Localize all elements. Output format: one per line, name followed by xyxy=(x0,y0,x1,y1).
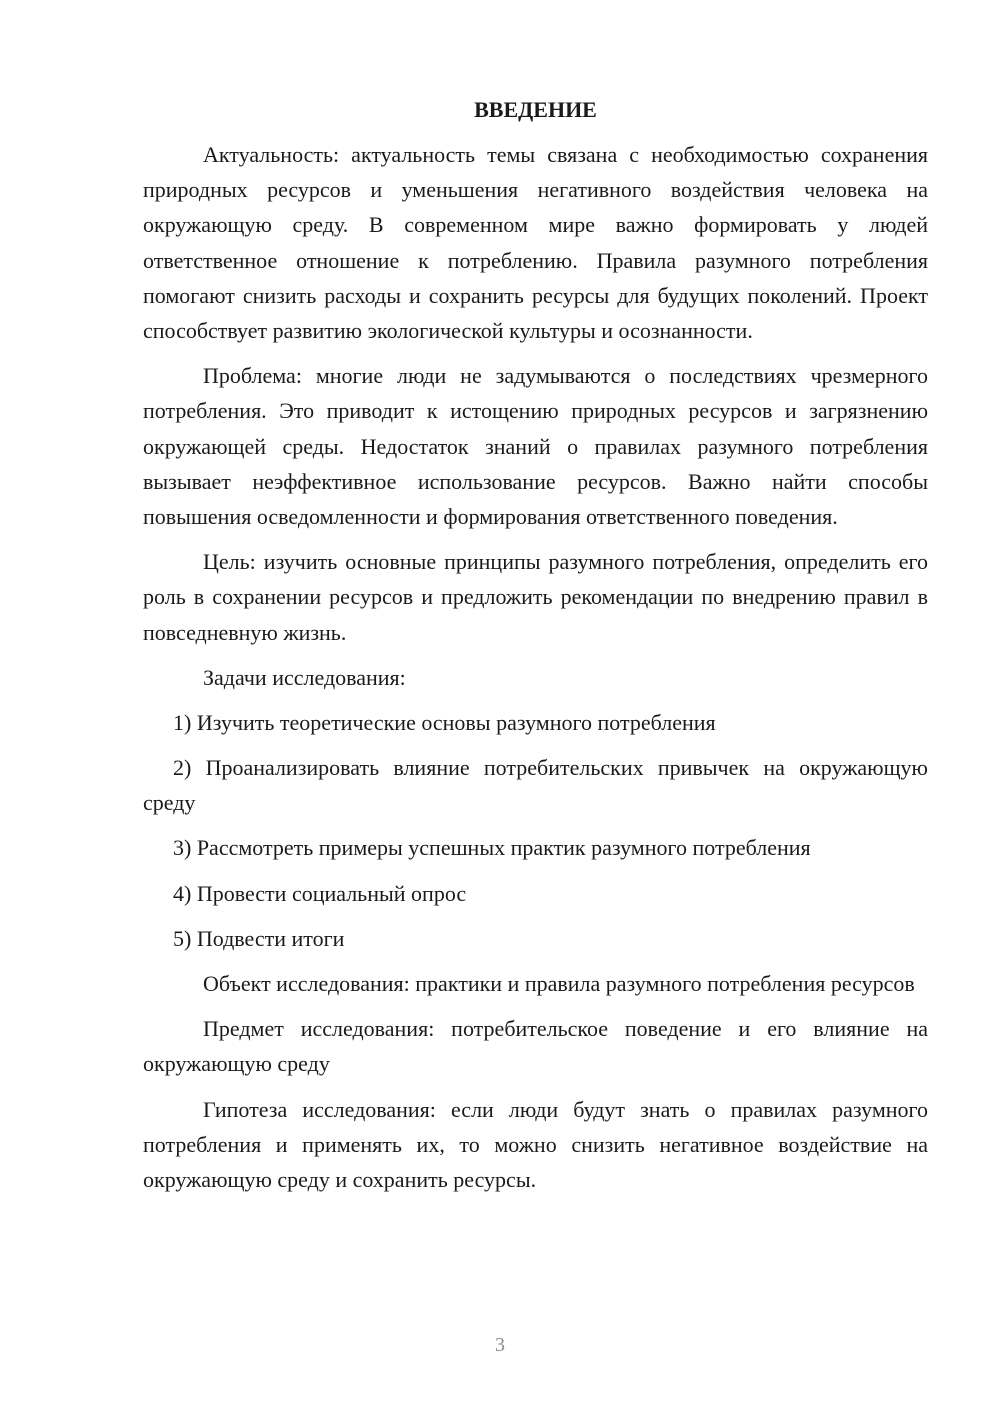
relevance-paragraph: Актуальность: актуальность темы связана с необходимостью сохранения природных ресурсов и уменьшения негативного воздействия человека на окружающую среду. В современном мире важно формировать у людей ответственное отношение к потреблению. Правила разумного потребления помогают снизить расходы и сохранить ресурсы для будущих поколений. Проект способствует развитию экологической культуры и осознанности. xyxy=(143,142,928,344)
task-item: 1) Изучить теоретические основы разумного потребления xyxy=(173,709,716,735)
task-item: 2) Проанализировать влияние потребительских привычек на окружающую среду xyxy=(143,755,928,816)
object-paragraph: Объект исследования: практики и правила разумного потребления ресурсов xyxy=(203,971,915,997)
goal-paragraph: Цель: изучить основные принципы разумного потребления, определить его роль в сохранении ресурсов и предложить рекомендации по внедрению правил в повседневную жизнь. xyxy=(143,549,928,645)
task-item: 5) Подвести итоги xyxy=(173,925,345,951)
subject-paragraph: Предмет исследования: потребительское поведение и его влияние на окружающую среду xyxy=(143,1016,928,1077)
section-title: ВВЕДЕНИЕ xyxy=(474,97,597,122)
hypothesis-paragraph: Гипотеза исследования: если люди будут знать о правилах разумного потребления и применять их, то можно снизить негативное воздействие на окружающую среду и сохранить ресурсы. xyxy=(143,1096,928,1193)
document-page xyxy=(143,92,928,1197)
tasks-heading: Задачи исследования: xyxy=(203,664,406,690)
task-item: 3) Рассмотреть примеры успешных практик разумного потребления xyxy=(173,835,811,861)
problem-paragraph: Проблема: многие люди не задумываются о последствиях чрезмерного потребления. Это приводит к истощению природных ресурсов и загрязнению окружающей среды. Недостаток знаний о правилах разумного потребления вызывает неэффективное использование ресурсов. Важно найти способы повышения осведомленности и формирования ответственного поведения. xyxy=(143,363,928,530)
task-item: 4) Провести социальный опрос xyxy=(173,880,467,906)
page-number: 3 xyxy=(495,1334,505,1356)
